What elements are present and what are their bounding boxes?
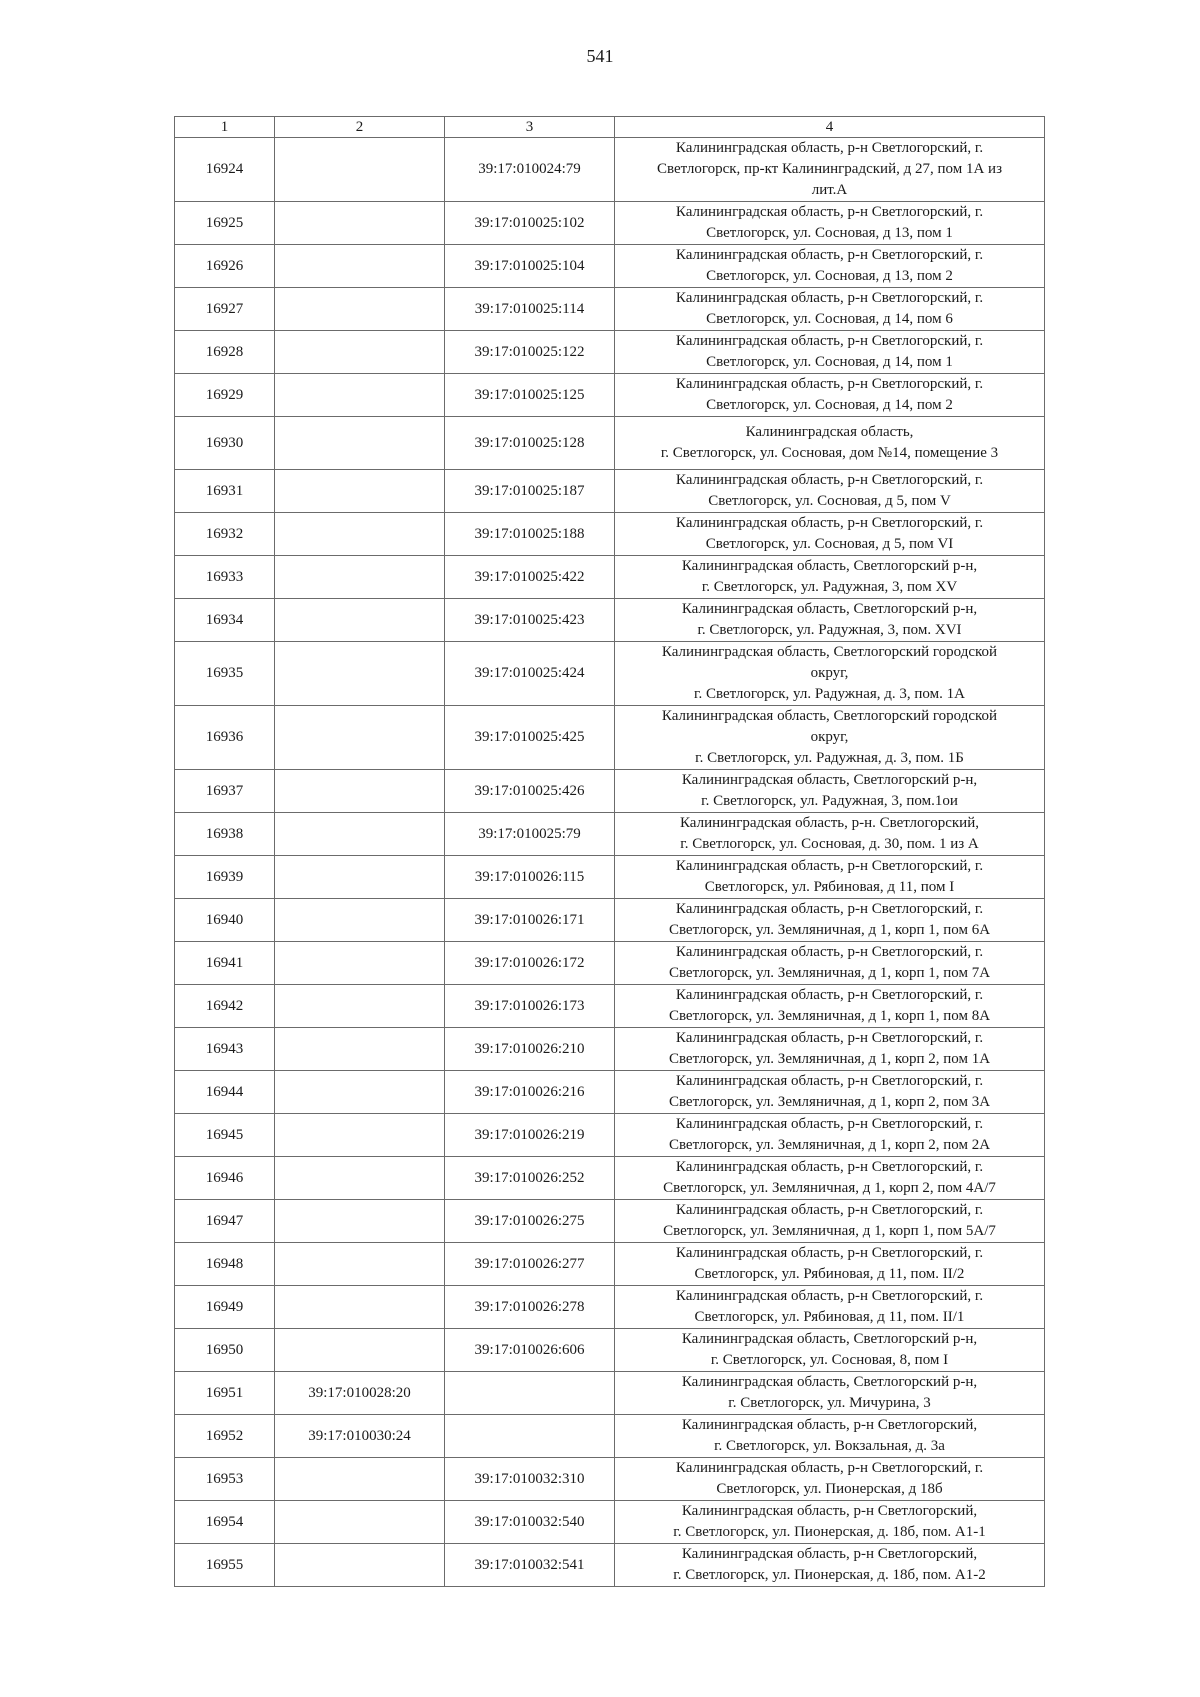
row-number-cell: 16931 [175,470,275,513]
land-cadastral-number-cell: 39:17:010028:20 [275,1372,445,1415]
land-cadastral-number-cell [275,1286,445,1329]
table-header [175,117,1045,138]
registry-table [174,116,1045,1587]
address-cell: Калининградская область, р-н Светлогорский, г. Светлогорск, пр-кт Калининградский, д 27, пом 1А из лит.А [615,138,1045,202]
address-cell: Калининградская область, р-н Светлогорский, г. Светлогорск, ул. Пионерская, д. 18б, пом. А1-2 [615,1544,1045,1587]
row-number-cell: 16929 [175,374,275,417]
object-cadastral-number-cell: 39:17:010025:128 [445,417,615,470]
address-cell: Калининградская область, р-н Светлогорский, г. Светлогорск, ул. Земляничная, д 1, корп 2, пом 1А [615,1028,1045,1071]
land-cadastral-number-cell [275,1157,445,1200]
address-cell: Калининградская область, г. Светлогорск, ул. Сосновая, дом №14, помещение 3 [615,417,1045,470]
table-row [175,513,1045,556]
table-row [175,1157,1045,1200]
land-cadastral-number-cell [275,1028,445,1071]
table-row [175,1286,1045,1329]
object-cadastral-number-cell: 39:17:010026:606 [445,1329,615,1372]
row-number-cell: 16936 [175,706,275,770]
row-number-cell: 16939 [175,856,275,899]
object-cadastral-number-cell: 39:17:010026:278 [445,1286,615,1329]
land-cadastral-number-cell [275,138,445,202]
land-cadastral-number-cell [275,1501,445,1544]
table-row [175,942,1045,985]
object-cadastral-number-cell: 39:17:010026:277 [445,1243,615,1286]
address-cell: Калининградская область, р-н Светлогорский, г. Светлогорск, ул. Пионерская, д 18б [615,1458,1045,1501]
address-cell: Калининградская область, р-н Светлогорский, г. Светлогорск, ул. Сосновая, д 5, пом VI [615,513,1045,556]
row-number-cell: 16932 [175,513,275,556]
row-number-cell: 16948 [175,1243,275,1286]
object-cadastral-number-cell: 39:17:010025:104 [445,245,615,288]
object-cadastral-number-cell: 39:17:010026:216 [445,1071,615,1114]
address-cell: Калининградская область, р-н Светлогорский, г. Светлогорск, ул. Земляничная, д 1, корп 2, пом 4А/7 [615,1157,1045,1200]
address-cell: Калининградская область, р-н Светлогорский, г. Светлогорск, ул. Вокзальная, д. 3а [615,1415,1045,1458]
object-cadastral-number-cell: 39:17:010025:422 [445,556,615,599]
address-cell: Калининградская область, р-н Светлогорский, г. Светлогорск, ул. Земляничная, д 1, корп 2, пом 2А [615,1114,1045,1157]
address-cell: Калининградская область, р-н Светлогорский, г. Светлогорск, ул. Земляничная, д 1, корп 2, пом 3А [615,1071,1045,1114]
row-number-cell: 16940 [175,899,275,942]
land-cadastral-number-cell [275,1114,445,1157]
table-body [175,138,1045,1587]
address-cell: Калининградская область, р-н Светлогорский, г. Светлогорск, ул. Земляничная, д 1, корп 1, пом 6А [615,899,1045,942]
object-cadastral-number-cell: 39:17:010026:219 [445,1114,615,1157]
row-number-cell: 16945 [175,1114,275,1157]
object-cadastral-number-cell: 39:17:010024:79 [445,138,615,202]
land-cadastral-number-cell [275,556,445,599]
table-row [175,138,1045,202]
table-row [175,1028,1045,1071]
table-row [175,813,1045,856]
address-cell: Калининградская область, р-н. Светлогорский, г. Светлогорск, ул. Сосновая, д. 30, пом. 1 из А [615,813,1045,856]
page-number: 541 [586,46,614,66]
land-cadastral-number-cell [275,288,445,331]
row-number-cell: 16946 [175,1157,275,1200]
table-row [175,288,1045,331]
table-row [175,245,1045,288]
land-cadastral-number-cell [275,706,445,770]
land-cadastral-number-cell [275,1544,445,1587]
land-cadastral-number-cell [275,331,445,374]
land-cadastral-number-cell [275,985,445,1028]
row-number-cell: 16933 [175,556,275,599]
row-number-cell: 16937 [175,770,275,813]
land-cadastral-number-cell [275,942,445,985]
land-cadastral-number-cell [275,513,445,556]
object-cadastral-number-cell: 39:17:010026:171 [445,899,615,942]
object-cadastral-number-cell: 39:17:010026:275 [445,1200,615,1243]
address-cell: Калининградская область, Светлогорский р-н, г. Светлогорск, ул. Мичурина, 3 [615,1372,1045,1415]
address-cell: Калининградская область, р-н Светлогорский, г. Светлогорск, ул. Рябиновая, д 11, пом I [615,856,1045,899]
header-col-3: 3 [445,117,615,138]
row-number-cell: 16927 [175,288,275,331]
row-number-cell: 16950 [175,1329,275,1372]
row-number-cell: 16947 [175,1200,275,1243]
land-cadastral-number-cell [275,470,445,513]
address-cell: Калининградская область, р-н Светлогорский, г. Светлогорск, ул. Сосновая, д 13, пом 1 [615,202,1045,245]
row-number-cell: 16926 [175,245,275,288]
address-cell: Калининградская область, Светлогорский р-н, г. Светлогорск, ул. Радужная, 3, пом. XVI [615,599,1045,642]
object-cadastral-number-cell: 39:17:010025:188 [445,513,615,556]
header-col-1: 1 [175,117,275,138]
land-cadastral-number-cell [275,813,445,856]
object-cadastral-number-cell: 39:17:010025:114 [445,288,615,331]
row-number-cell: 16955 [175,1544,275,1587]
object-cadastral-number-cell: 39:17:010032:541 [445,1544,615,1587]
table-row [175,1200,1045,1243]
object-cadastral-number-cell: 39:17:010026:210 [445,1028,615,1071]
land-cadastral-number-cell [275,1200,445,1243]
object-cadastral-number-cell: 39:17:010025:426 [445,770,615,813]
table-row [175,1243,1045,1286]
object-cadastral-number-cell: 39:17:010025:425 [445,706,615,770]
row-number-cell: 16951 [175,1372,275,1415]
object-cadastral-number-cell [445,1415,615,1458]
object-cadastral-number-cell: 39:17:010025:125 [445,374,615,417]
row-number-cell: 16954 [175,1501,275,1544]
row-number-cell: 16944 [175,1071,275,1114]
header-col-2: 2 [275,117,445,138]
land-cadastral-number-cell [275,1458,445,1501]
address-cell: Калининградская область, р-н Светлогорский, г. Светлогорск, ул. Сосновая, д 14, пом 2 [615,374,1045,417]
land-cadastral-number-cell [275,899,445,942]
table-row [175,470,1045,513]
table-row [175,1071,1045,1114]
land-cadastral-number-cell [275,1329,445,1372]
address-cell: Калининградская область, р-н Светлогорский, г. Светлогорск, ул. Земляничная, д 1, корп 1, пом 8А [615,985,1045,1028]
table-row [175,1501,1045,1544]
address-cell: Калининградская область, р-н Светлогорский, г. Светлогорск, ул. Сосновая, д 14, пом 6 [615,288,1045,331]
row-number-cell: 16928 [175,331,275,374]
table-row [175,1114,1045,1157]
address-cell: Калининградская область, Светлогорский р-н, г. Светлогорск, ул. Сосновая, 8, пом I [615,1329,1045,1372]
table-row [175,599,1045,642]
row-number-cell: 16935 [175,642,275,706]
row-number-cell: 16943 [175,1028,275,1071]
row-number-cell: 16941 [175,942,275,985]
land-cadastral-number-cell [275,1071,445,1114]
object-cadastral-number-cell: 39:17:010032:310 [445,1458,615,1501]
header-row [175,117,1045,138]
land-cadastral-number-cell [275,1243,445,1286]
land-cadastral-number-cell: 39:17:010030:24 [275,1415,445,1458]
table-row [175,985,1045,1028]
row-number-cell: 16952 [175,1415,275,1458]
address-cell: Калининградская область, р-н Светлогорский, г. Светлогорск, ул. Земляничная, д 1, корп 1, пом 7А [615,942,1045,985]
object-cadastral-number-cell: 39:17:010025:424 [445,642,615,706]
object-cadastral-number-cell: 39:17:010026:173 [445,985,615,1028]
land-cadastral-number-cell [275,417,445,470]
row-number-cell: 16942 [175,985,275,1028]
row-number-cell: 16924 [175,138,275,202]
table-row [175,331,1045,374]
address-cell: Калининградская область, р-н Светлогорский, г. Светлогорск, ул. Пионерская, д. 18б, пом. А1-1 [615,1501,1045,1544]
address-cell: Калининградская область, р-н Светлогорский, г. Светлогорск, ул. Рябиновая, д 11, пом. II/1 [615,1286,1045,1329]
object-cadastral-number-cell: 39:17:010025:102 [445,202,615,245]
table-row [175,556,1045,599]
object-cadastral-number-cell: 39:17:010032:540 [445,1501,615,1544]
address-cell: Калининградская область, р-н Светлогорский, г. Светлогорск, ул. Сосновая, д 5, пом V [615,470,1045,513]
table-row [175,642,1045,706]
object-cadastral-number-cell: 39:17:010025:187 [445,470,615,513]
row-number-cell: 16934 [175,599,275,642]
table-row [175,1458,1045,1501]
land-cadastral-number-cell [275,856,445,899]
table-row [175,1372,1045,1415]
object-cadastral-number-cell: 39:17:010025:423 [445,599,615,642]
header-col-4: 4 [615,117,1045,138]
land-cadastral-number-cell [275,202,445,245]
row-number-cell: 16925 [175,202,275,245]
table-row [175,706,1045,770]
table-row [175,1415,1045,1458]
table-row [175,417,1045,470]
table-row [175,770,1045,813]
row-number-cell: 16953 [175,1458,275,1501]
row-number-cell: 16938 [175,813,275,856]
address-cell: Калининградская область, р-н Светлогорский, г. Светлогорск, ул. Сосновая, д 13, пом 2 [615,245,1045,288]
land-cadastral-number-cell [275,374,445,417]
row-number-cell: 16930 [175,417,275,470]
object-cadastral-number-cell: 39:17:010025:122 [445,331,615,374]
land-cadastral-number-cell [275,770,445,813]
table-row [175,1544,1045,1587]
address-cell: Калининградская область, Светлогорский р-н, г. Светлогорск, ул. Радужная, 3, пом.1ои [615,770,1045,813]
land-cadastral-number-cell [275,599,445,642]
address-cell: Калининградская область, р-н Светлогорский, г. Светлогорск, ул. Сосновая, д 14, пом 1 [615,331,1045,374]
land-cadastral-number-cell [275,642,445,706]
address-cell: Калининградская область, Светлогорский городской округ, г. Светлогорск, ул. Радужная, д. 3, пом. 1Б [615,706,1045,770]
table-row [175,856,1045,899]
address-cell: Калининградская область, р-н Светлогорский, г. Светлогорск, ул. Земляничная, д 1, корп 1, пом 5А/7 [615,1200,1045,1243]
row-number-cell: 16949 [175,1286,275,1329]
object-cadastral-number-cell: 39:17:010025:79 [445,813,615,856]
object-cadastral-number-cell [445,1372,615,1415]
object-cadastral-number-cell: 39:17:010026:115 [445,856,615,899]
address-cell: Калининградская область, Светлогорский р-н, г. Светлогорск, ул. Радужная, 3, пом XV [615,556,1045,599]
address-cell: Калининградская область, Светлогорский городской округ, г. Светлогорск, ул. Радужная, д. 3, пом. 1А [615,642,1045,706]
table-row [175,899,1045,942]
object-cadastral-number-cell: 39:17:010026:172 [445,942,615,985]
table-row [175,202,1045,245]
address-cell: Калининградская область, р-н Светлогорский, г. Светлогорск, ул. Рябиновая, д 11, пом. II/2 [615,1243,1045,1286]
table-row [175,374,1045,417]
object-cadastral-number-cell: 39:17:010026:252 [445,1157,615,1200]
table-row [175,1329,1045,1372]
land-cadastral-number-cell [275,245,445,288]
